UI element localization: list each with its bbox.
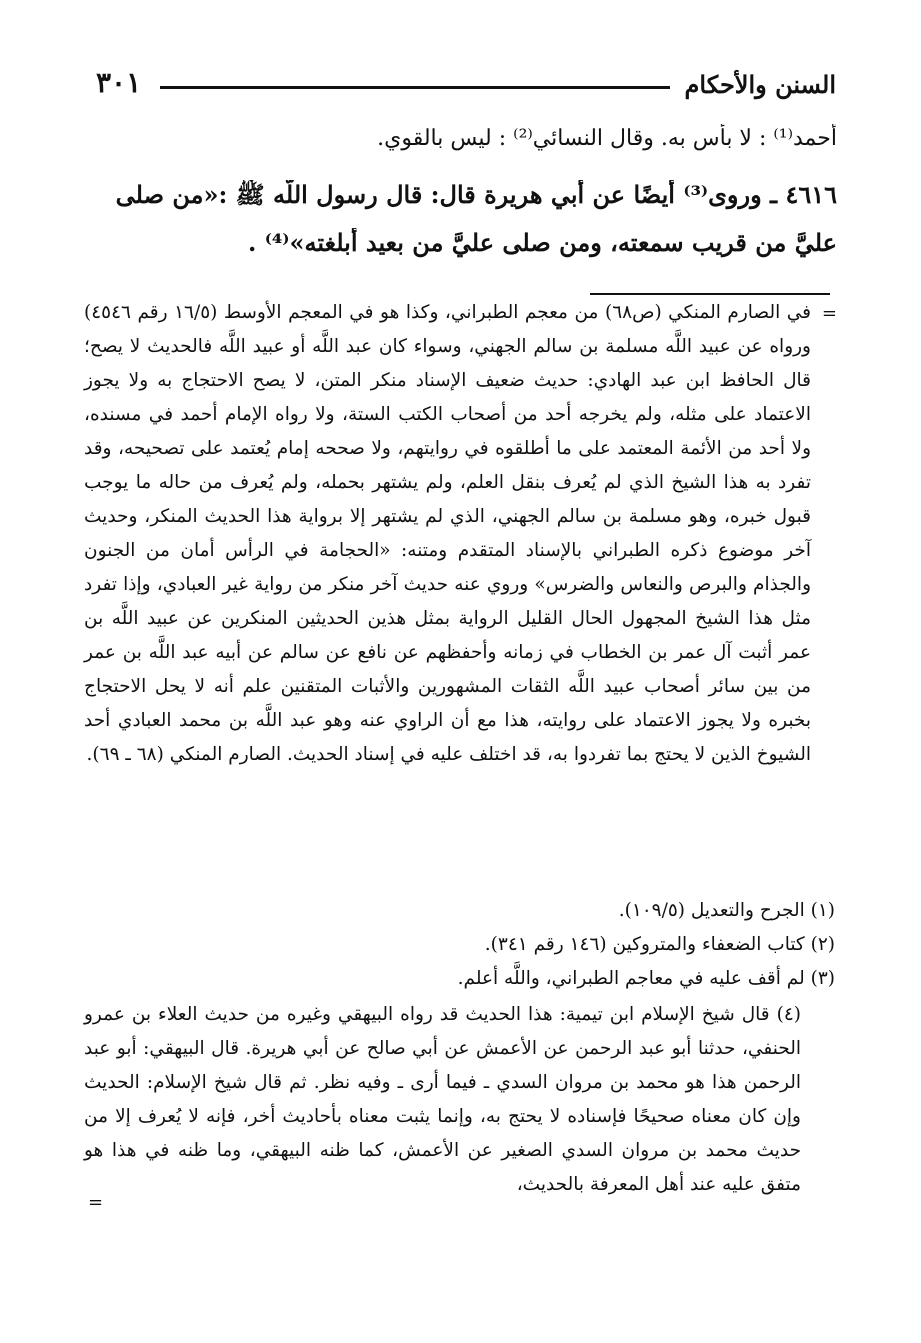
hadith-text-line-1: ٤٦١٦ ـ وروى⁽³⁾ أيضًا عن أبي هريرة قال: قال رسول اللَّه ﷺ :«من صلى xyxy=(115,180,837,209)
page-number: ٣٠١ xyxy=(96,66,142,99)
page-header xyxy=(96,66,836,110)
main-text-line: أحمد⁽¹⁾ : لا بأس به. وقال النسائي⁽²⁾ : ليس بالقوي. xyxy=(377,126,837,151)
footnote-2: (٢) كتاب الضعفاء والمتروكين (١٤٦ رقم ٣٤١). xyxy=(484,934,835,955)
footnote-1: (١) الجرح والتعديل (١٠٩/٥). xyxy=(618,900,835,921)
footnote-continued-text: في الصارم المنكي (ص٦٨) من معجم الطبراني، وكذا هو في المعجم الأوسط (١٦/٥ رقم ٤٥٤٦) ورواه عن عبيد اللَّه مسلمة بن سالم الجهني، وسواء كان عبد اللَّه أو عبيد اللَّه فالحديث لا يصح؛ قال الحافظ ابن عبد الهادي: حديث ضعيف الإسناد منكر المتن، لا يصح الاحتجاج به ولا يجوز الاعتماد على مثله، ولم يخرجه أحد من أصحاب الكتب الستة، ولا رواه الإمام أحمد في مسنده، ولا أحد من الأئمة المعتمد على ما أطلقوه في روايتهم، ولا صححه إمام يُعتمد على تصحيحه، وقد تفرد به هذا الشيخ الذي لم يُعرف بنقل العلم، ولم يشتهر بحمله، ولم يُعرف من حاله ما يوجب قبول خبره، وهو مسلمة بن سالم الجهني، الذي لم يشتهر إلا برواية هذا الحديث المنكر، وحديث آخر موضوع ذكره الطبراني بالإسناد المتقدم ومتنه: «الحجامة في الرأس أمان من الجنون والجذام والبرص والنعاس والضرس» وروي عنه حديث آخر منكر من رواية غير العبادي، وإذا تفرد مثل هذا الشيخ المجهول الحال القليل الرواية بمثل هذين الحديثين المنكرين عن عبيد اللَّه بن عمر أثبت آل عمر بن الخطاب في زمانه وأحفظهم عن نافع عن سالم عن أبيه عبد اللَّه بن عمر من بين سائر أصحاب عبيد اللَّه الثقات المشهورين والأثبات المتقنين علم أنه لا يحل الاحتجاج بخبره ولا يجوز الاعتماد على روايته، هذا مع أن الراوي عنه وهو عبد اللَّه بن محمد العبادي أحد الشيوخ الذين لا يحتج بما تفردوا به، قد اختلف عليه في إسناد الحديث. الصارم المنكي (٦٨ ـ ٦٩). xyxy=(84,302,811,765)
footnote-separator xyxy=(590,293,830,295)
footnote-3: (٣) لم أقف عليه في معاجم الطبراني، واللَّه أعلم. xyxy=(457,968,835,989)
footnote-4-block xyxy=(84,998,835,1202)
footnote-continued-block xyxy=(84,296,811,772)
header-rule xyxy=(160,86,670,89)
footnote-continues-mark: = xyxy=(88,1192,104,1213)
hadith-text-line-2: عليَّ من قريب سمعته، ومن صلى عليَّ من بعيد أُبلغته»⁽⁴⁾ . xyxy=(247,228,837,257)
footnote-continued-mark: = xyxy=(821,303,837,324)
running-title: السنن والأحكام xyxy=(684,70,836,99)
footnote-4: (٤) قال شيخ الإسلام ابن تيمية: هذا الحديث قد رواه البيهقي وغيره من حديث العلاء بن عمرو الحنفي، حدثنا أبو عبد الرحمن عن الأعمش عن أبي صالح عن أبي هريرة. قال البيهقي: أبو عبد الرحمن هذا هو محمد بن مروان السدي ـ فيما أرى ـ وفيه نظر. ثم قال شيخ الإسلام: الحديث وإن كان معناه صحيحًا فإسناده لا يحتج به، وإنما يثبت معناه بأحاديث أخر، فإنه لا يُعرف إلا من حديث محمد بن مروان السدي الصغير عن الأعمش، كما ظنه البيهقي، وما ظنه في هذا هو متفق عليه عند أهل المعرفة بالحديث، xyxy=(84,1004,801,1195)
